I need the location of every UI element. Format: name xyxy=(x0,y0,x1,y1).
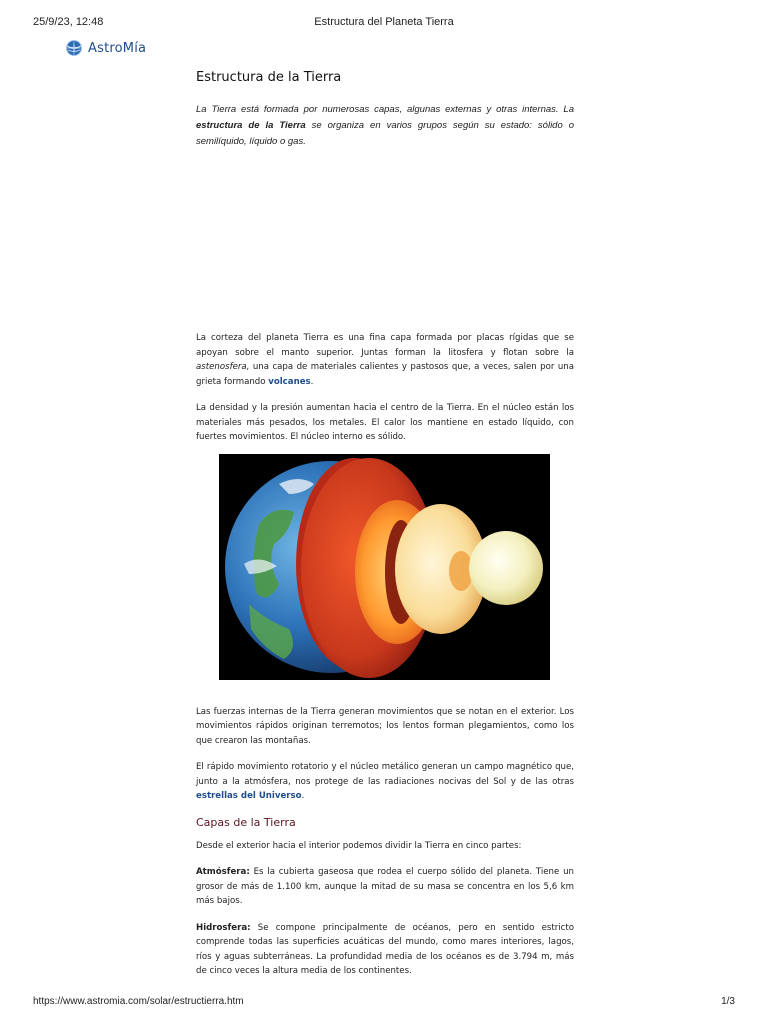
paragraph-forces: Las fuerzas internas de la Tierra generan movimientos que se notan en el exterior. Los movimientos rápidos originan terremotos; los lentos forman plegamientos, como los que crearon las montañas. xyxy=(196,706,574,746)
print-datetime: 25/9/23, 12:48 xyxy=(33,16,104,28)
paragraph-atmosphere: Atmósfera: Es la cubierta gaseosa que rodea el cuerpo sólido del planeta. Tiene un grosor de más de 1.100 km, aunque la mitad de su masa se concentra en los 5,6 km más bajos. xyxy=(196,867,574,906)
astenosfera-term: astenosfera, xyxy=(196,362,250,372)
earth-layers-illustration xyxy=(219,454,550,680)
paragraph-five-parts: Desde el exterior hacia el interior podemos dividir la Tierra en cinco partes: xyxy=(196,840,522,851)
print-page-title: Estructura del Planeta Tierra xyxy=(314,16,454,28)
article-title: Estructura de la Tierra xyxy=(196,70,342,85)
paragraph-magnetic: El rápido movimiento rotatorio y el núcleo metálico generan un campo magnético que, junto a la atmósfera, nos protege de las radiaciones nocivas del Sol y de las otras estrellas del Universo. xyxy=(196,762,574,801)
print-url: https://www.astromia.com/solar/estructierra.htm xyxy=(33,996,244,1007)
estrellas-link[interactable]: estrellas del Universo xyxy=(196,791,302,801)
astromia-logo-icon xyxy=(64,38,84,58)
paragraph-crust: La corteza del planeta Tierra es una fina capa formada por placas rígidas que se apoyan sobre el manto superior. Juntas forman la litosfera y flotan sobre la astenosfera, una capa de materiales calientes y pastosos que, a veces, salen por una grieta formando volcanes. xyxy=(196,333,574,387)
print-page-number: 1/3 xyxy=(721,996,735,1007)
ad-placeholder xyxy=(196,150,574,331)
article-intro: La Tierra está formada por numerosas capas, algunas externas y otras internas. La estructura de la Tierra se organiza en varios grupos según su estado: sólido o semilíquido, líquido o gas. xyxy=(196,104,575,147)
intro-emphasis: estructura de la Tierra xyxy=(196,120,306,131)
atmosphere-label: Atmósfera: xyxy=(196,867,250,877)
volcanes-link[interactable]: volcanes xyxy=(268,376,311,387)
section-title-layers: Capas de la Tierra xyxy=(196,815,296,829)
hydrosphere-label: Hidrosfera: xyxy=(196,922,251,933)
paragraph-density: La densidad y la presión aumentan hacia el centro de la Tierra. En el núcleo están los materiales más pesados, los metales. El calor los mantiene en estado líquido, con fuertes movimientos. El núcleo interno es sólido. xyxy=(196,403,574,442)
paragraph-hydrosphere: Hidrosfera: Se compone principalmente de océanos, pero en sentido estricto comprende todas las superficies acuáticas del mundo, como mares interiores, lagos, ríos y aguas subterráneas. La profundidad media de los océanos es de 3.794 m, más de cinco veces la altura media de los continentes. xyxy=(196,922,574,976)
site-logo-text: AstroMía xyxy=(88,40,147,56)
site-logo[interactable] xyxy=(64,38,146,58)
